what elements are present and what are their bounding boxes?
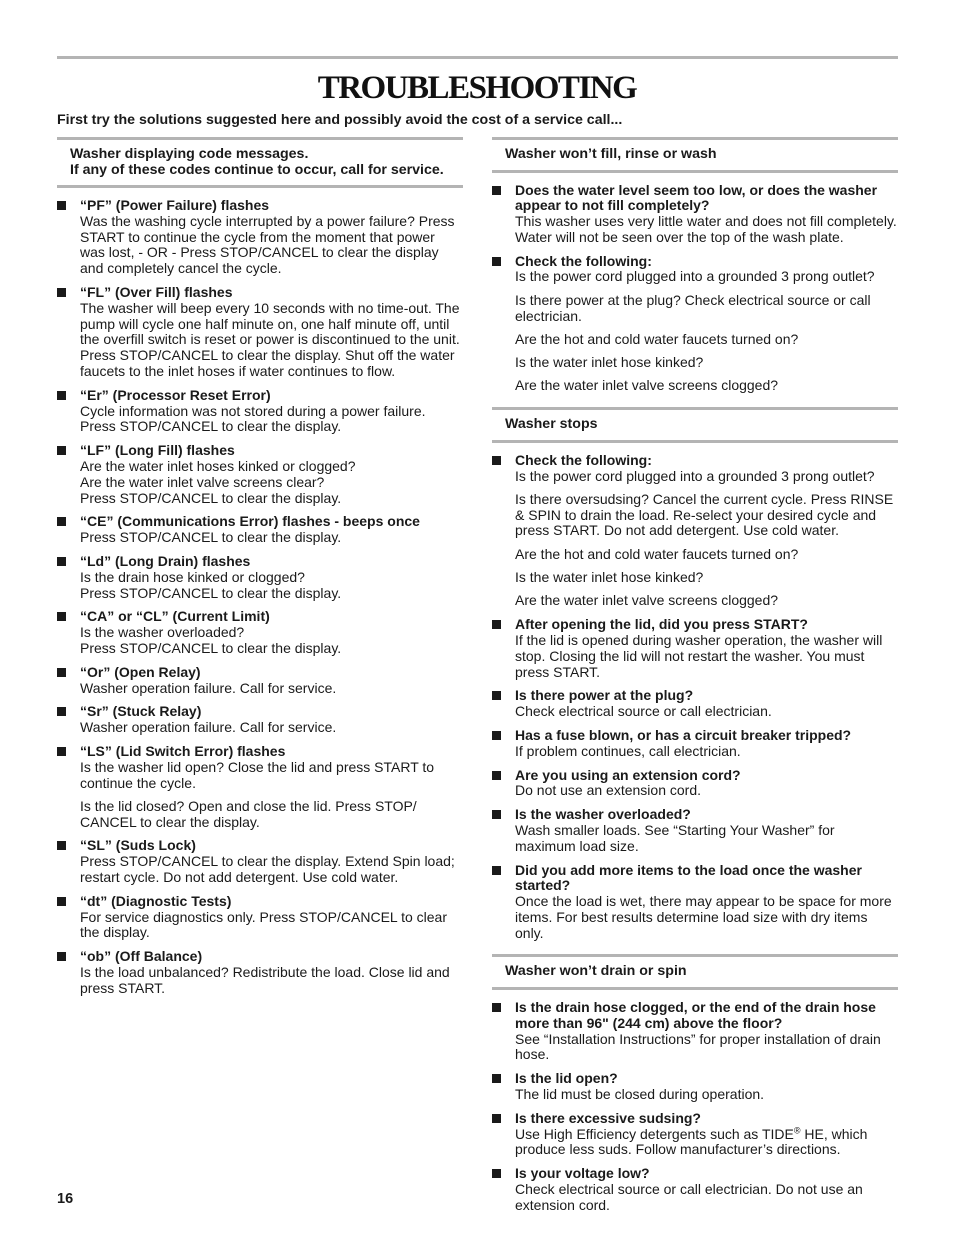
list-item (492, 807, 898, 854)
item-paragraph: Is the water inlet hose kinked? (515, 569, 704, 586)
item-question: “CE” (Communications Error) flashes - beeps once (80, 513, 420, 530)
item-answer: Is the power cord plugged into a grounded 3 prong outlet? (515, 467, 875, 484)
list-item (492, 617, 898, 680)
section-heading-fill: Washer won’t fill, rinse or wash (492, 137, 898, 173)
item-question: “LF” (Long Fill) flashes (80, 442, 235, 459)
item-question: “Sr” (Stuck Relay) (80, 703, 202, 720)
item-answer: If the lid is opened during washer operation, the washer will stop. Closing the lid will not restart the washer. You must press START. (515, 631, 883, 680)
code-list (57, 198, 463, 997)
item-answer: The washer will beep every 10 seconds with no time-out. The pump will cycle one half minute on, one half minute off, until the overfill switch is reset or power is discontinued to the unit. Press STOP/CANCEL to clear the display. Shut off the water faucets to the inlet hoses if water continues to flow. (80, 299, 460, 379)
square-bullet-icon (492, 731, 501, 740)
item-question: “LS” (Lid Switch Error) flashes (80, 742, 286, 759)
item-question: “Ld” (Long Drain) flashes (80, 552, 251, 569)
square-bullet-icon (492, 456, 501, 465)
item-question: “dt” (Diagnostic Tests) (80, 892, 232, 909)
item-question: Does the water level seem too low, or does the washer appear to not fill completely? (515, 181, 878, 214)
item-answer: Is the load unbalanced? Redistribute the load. Close lid and press START. (80, 963, 450, 996)
list-item (57, 744, 463, 830)
item-question: Is the lid open? (515, 1070, 618, 1087)
list-item (492, 453, 898, 609)
item-question: Check the following: (515, 252, 652, 269)
section-heading-line: If any of these codes continue to occur, call for service. (70, 161, 444, 178)
square-bullet-icon (57, 446, 66, 455)
square-bullet-icon (57, 897, 66, 906)
square-bullet-icon (57, 201, 66, 210)
item-answer: Press STOP/CANCEL to clear the display. (80, 639, 342, 656)
square-bullet-icon (492, 1003, 501, 1012)
list-item (57, 198, 463, 277)
page-number: 16 (57, 1191, 74, 1207)
item-answer: Check electrical source or call electrician. Do not use an extension cord. (515, 1180, 863, 1213)
list-item (492, 688, 898, 720)
list-item (57, 894, 463, 941)
list-item (492, 863, 898, 942)
section-heading-line: Washer displaying code messages. (70, 146, 309, 162)
item-question: Are you using an extension cord? (515, 766, 741, 783)
item-answer: Is the drain hose kinked or clogged? (80, 568, 305, 585)
list-item (492, 728, 898, 760)
item-question: “SL” (Suds Lock) (80, 837, 196, 854)
item-question: Is there excessive sudsing? (515, 1109, 701, 1126)
item-paragraph: Is there power at the plug? Check electrical source or call electrician. (515, 291, 871, 324)
item-answer: Wash smaller loads. See “Starting Your Washer” for maximum load size. (515, 821, 835, 854)
item-answer: Is the washer lid open? Close the lid and press START to continue the cycle. (80, 758, 435, 791)
square-bullet-icon (492, 620, 501, 629)
item-answer: Press STOP/CANCEL to clear the display. (80, 584, 342, 601)
top-rule (57, 56, 898, 59)
item-answer: Once the load is wet, there may appear to be space for more items. For best results determine load size with dry items only. (515, 893, 892, 941)
item-paragraph: Are the water inlet valve screens clogged? (515, 377, 779, 394)
item-question: Is the washer overloaded? (515, 806, 691, 823)
list-item (492, 768, 898, 800)
square-bullet-icon (57, 841, 66, 850)
left-column (57, 137, 463, 997)
square-bullet-icon (57, 391, 66, 400)
item-question: Is the drain hose clogged, or the end of the drain hose more than 96" (244 cm) above the floor? (515, 998, 876, 1031)
item-question: “Or” (Open Relay) (80, 663, 201, 680)
list-item (492, 183, 898, 246)
item-answer: Press STOP/CANCEL to clear the display. (80, 418, 342, 435)
list-item (492, 254, 898, 395)
item-answer: Is the washer overloaded? (80, 624, 245, 641)
item-answer: Press STOP/CANCEL to clear the display. Extend Spin load; restart cycle. Do not add detergent. Use cold water. (80, 853, 455, 885)
intro-text: First try the solutions suggested here and possibly avoid the cost of a service call... (57, 112, 623, 128)
item-answer: Is the power cord plugged into a grounded 3 prong outlet? (515, 268, 875, 285)
item-answer: Press STOP/CANCEL to clear the display. (80, 529, 342, 546)
square-bullet-icon (492, 257, 501, 266)
item-answer: Do not use an extension cord. (515, 782, 702, 799)
square-bullet-icon (492, 771, 501, 780)
item-paragraph: Are the hot and cold water faucets turned on? (515, 330, 799, 347)
square-bullet-icon (57, 612, 66, 621)
list-item (57, 704, 463, 736)
list-item (57, 665, 463, 697)
item-paragraph: Are the hot and cold water faucets turned on? (515, 545, 799, 562)
square-bullet-icon (492, 186, 501, 195)
list-item (57, 609, 463, 656)
answer-text: Use High Efficiency detergents such as TIDE (515, 1125, 794, 1142)
list-item (57, 388, 463, 435)
item-question: “ob” (Off Balance) (80, 948, 203, 965)
item-answer: Check electrical source or call electrician. (515, 703, 772, 720)
square-bullet-icon (492, 1169, 501, 1178)
square-bullet-icon (492, 1114, 501, 1123)
item-question: Did you add more items to the load once the washer started? (515, 861, 862, 894)
registered-mark: ® (793, 1124, 801, 1135)
square-bullet-icon (57, 707, 66, 716)
item-paragraph: Are the water inlet valve screens clogged? (515, 592, 779, 609)
item-question: Is there power at the plug? (515, 687, 694, 704)
square-bullet-icon (57, 517, 66, 526)
square-bullet-icon (492, 866, 501, 875)
section-heading-stops: Washer stops (492, 407, 898, 443)
stops-list (492, 453, 898, 942)
fill-list (492, 183, 898, 395)
square-bullet-icon (57, 668, 66, 677)
page-title: TROUBLESHOOTING (317, 70, 637, 106)
list-item (57, 443, 463, 506)
item-answer: Washer operation failure. Call for service. (80, 679, 337, 696)
item-answer: If problem continues, call electrician. (515, 742, 741, 759)
item-question: Check the following: (515, 451, 652, 468)
item-paragraph: Is the lid closed? Open and close the lid. Press STOP/ CANCEL to clear the display. (80, 797, 417, 830)
item-question: “PF” (Power Failure) flashes (80, 197, 270, 213)
item-paragraph: Is there oversudsing? Cancel the current cycle. Press RINSE & SPIN to drain the load. Re-select your desired cycle and press START. Do not add detergent. Use cold water. (515, 490, 894, 539)
list-item (492, 1166, 898, 1213)
item-answer: Are the water inlet hoses kinked or clogged? (80, 457, 356, 474)
answer-text: HE, which produce less suds. Follow manufacturer’s directions. (515, 1125, 868, 1158)
item-answer: Cycle information was not stored during a power failure. (80, 402, 426, 419)
item-answer: This washer uses very little water and does not fill completely. Water will not be seen over the top of the wash plate. (515, 213, 897, 245)
drain-list (492, 1000, 898, 1214)
item-answer: Was the washing cycle interrupted by a power failure? Press START to continue the cycle from the moment that power was lost, - OR - Press STOP/CANCEL to clear the display and completely cancel the cycle. (80, 212, 455, 277)
section-heading-code-messages (57, 137, 463, 188)
square-bullet-icon (492, 810, 501, 819)
square-bullet-icon (57, 288, 66, 297)
list-item (492, 1071, 898, 1103)
square-bullet-icon (57, 747, 66, 756)
list-item (492, 1111, 898, 1158)
section-heading-drain: Washer won’t drain or spin (492, 954, 898, 990)
square-bullet-icon (57, 557, 66, 566)
square-bullet-icon (57, 952, 66, 961)
item-question: After opening the lid, did you press START? (515, 616, 808, 633)
item-paragraph: Is the water inlet hose kinked? (515, 354, 704, 371)
right-column (492, 137, 898, 1214)
list-item (57, 554, 463, 601)
item-answer: The lid must be closed during operation. (515, 1085, 765, 1102)
item-answer: For service diagnostics only. Press STOP/CANCEL to clear the display. (80, 908, 447, 941)
item-answer: Press STOP/CANCEL to clear the display. (80, 489, 342, 506)
item-question: “Er” (Processor Reset Error) (80, 386, 271, 403)
item-question: “CA” or “CL” (Current Limit) (80, 608, 270, 625)
list-item (57, 514, 463, 546)
list-item (57, 285, 463, 380)
square-bullet-icon (492, 691, 501, 700)
item-question: Has a fuse blown, or has a circuit breaker tripped? (515, 726, 852, 743)
list-item (57, 949, 463, 996)
list-item (57, 838, 463, 885)
list-item (492, 1000, 898, 1063)
item-answer: Are the water inlet valve screens clear? (80, 473, 325, 490)
item-answer: See “Installation Instructions” for proper installation of drain hose. (515, 1030, 881, 1063)
item-question: “FL” (Over Fill) flashes (80, 283, 233, 300)
item-answer (515, 1124, 898, 1159)
square-bullet-icon (492, 1074, 501, 1083)
item-question: Is your voltage low? (515, 1165, 650, 1182)
item-answer: Washer operation failure. Call for service. (80, 719, 337, 736)
